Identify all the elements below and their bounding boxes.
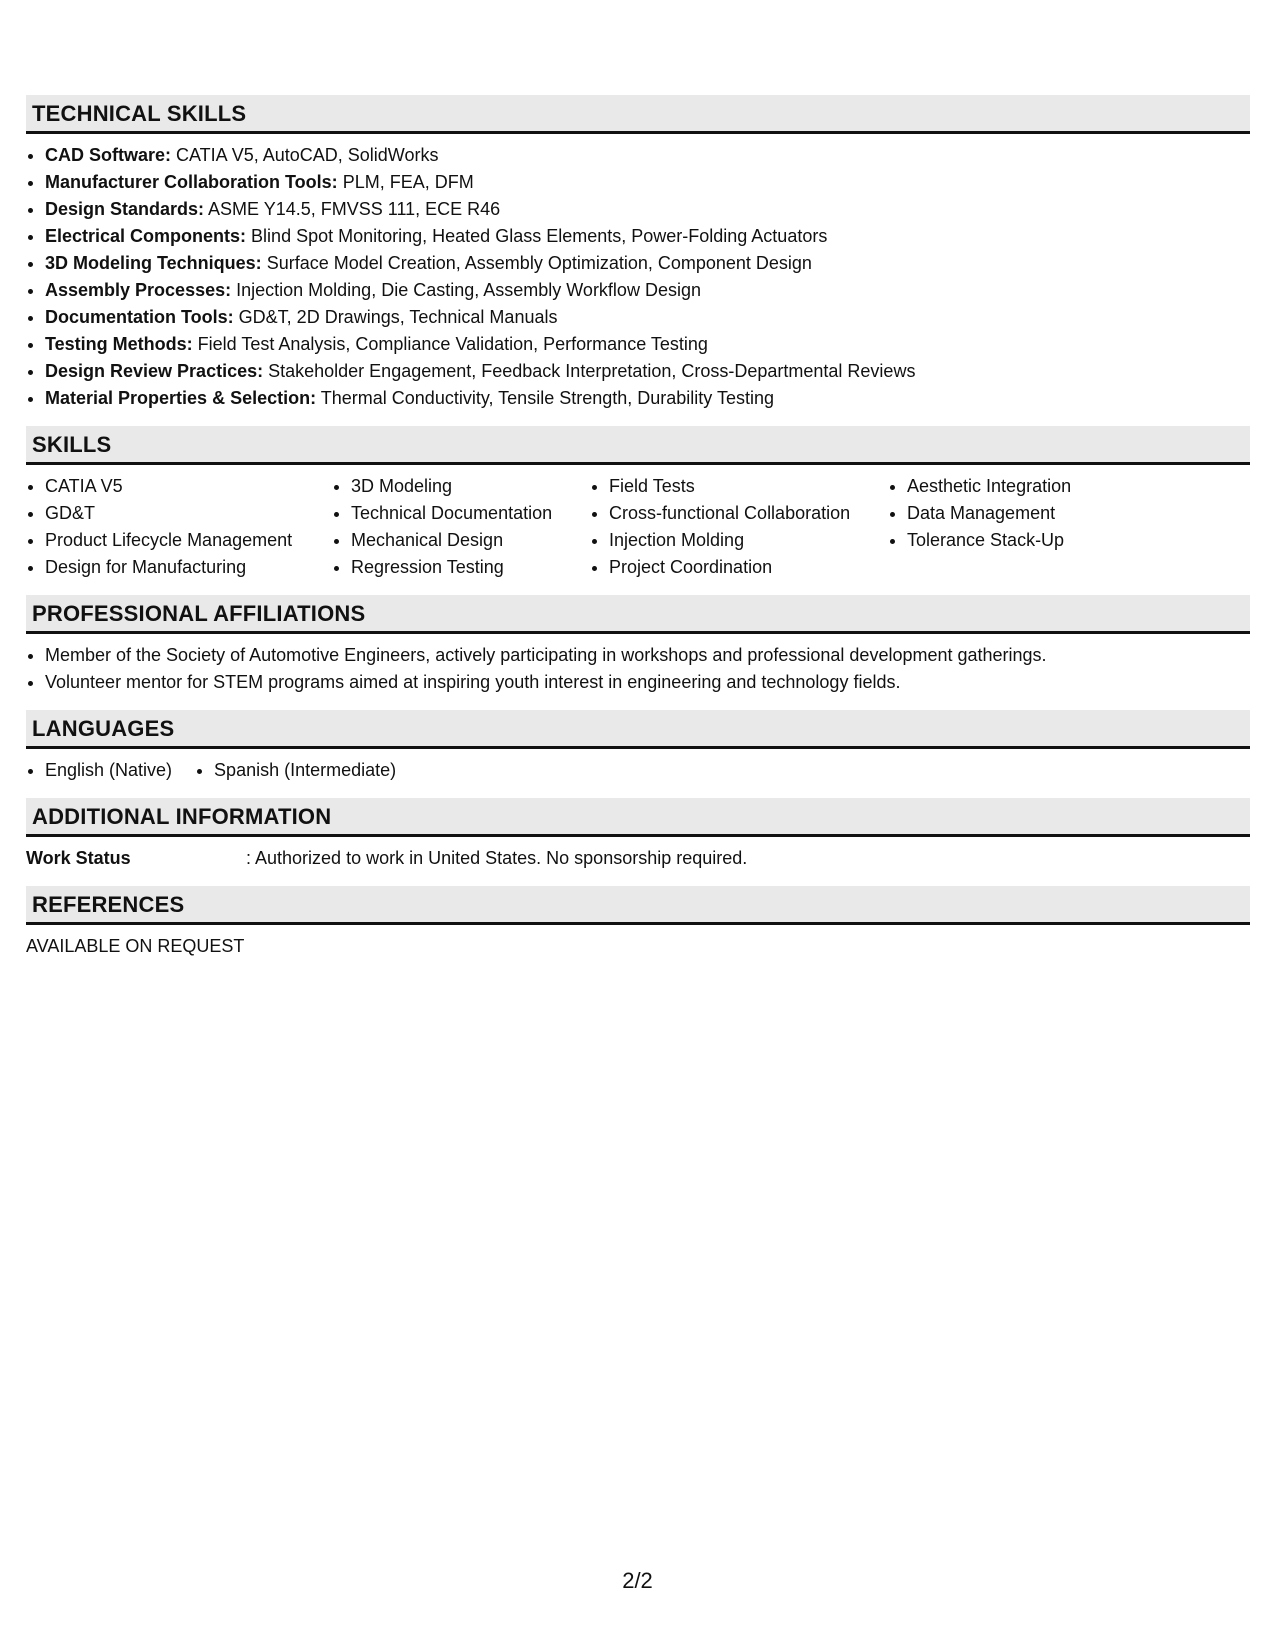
skill-item: • Cross-functional Collaboration bbox=[609, 500, 888, 527]
work-status-row bbox=[26, 845, 1250, 872]
list-item bbox=[45, 331, 1250, 358]
list-item bbox=[45, 304, 1250, 331]
work-status-label: Work Status bbox=[26, 848, 131, 868]
skills-section bbox=[26, 426, 1250, 581]
resume-page bbox=[26, 95, 1250, 974]
technical-skills-list bbox=[26, 142, 1250, 412]
languages-section bbox=[26, 710, 1250, 784]
references-section bbox=[26, 886, 1250, 960]
item-value: Surface Model Creation, Assembly Optimization, Component Design bbox=[261, 253, 812, 273]
list-item bbox=[45, 385, 1250, 412]
item-label: CAD Software: bbox=[45, 145, 172, 165]
item-label: Manufacturer Collaboration Tools: bbox=[45, 172, 338, 192]
languages-list bbox=[26, 757, 1250, 784]
section-title: TECHNICAL SKILLS bbox=[26, 95, 1250, 134]
item-label: 3D Modeling Techniques: bbox=[45, 253, 262, 273]
section-title: LANGUAGES bbox=[26, 710, 1250, 749]
skills-columns bbox=[26, 473, 1250, 581]
skill-item: • Product Lifecycle Management bbox=[45, 527, 332, 554]
work-status-value: : Authorized to work in United States. No sponsorship required. bbox=[246, 848, 748, 868]
list-item bbox=[45, 223, 1250, 250]
skills-column bbox=[888, 473, 1188, 581]
item-value: Injection Molding, Die Casting, Assembly Workflow Design bbox=[231, 280, 701, 300]
affiliations-list bbox=[26, 642, 1250, 696]
skill-item: • Injection Molding bbox=[609, 527, 888, 554]
page-number: 2/2 bbox=[622, 1568, 653, 1593]
language-item: • English (Native) bbox=[45, 757, 172, 784]
list-item bbox=[45, 169, 1250, 196]
item-label: Assembly Processes: bbox=[45, 280, 232, 300]
item-label: Testing Methods: bbox=[45, 334, 193, 354]
skills-column bbox=[332, 473, 590, 581]
skill-item: • Regression Testing bbox=[351, 554, 590, 581]
item-label: Material Properties & Selection: bbox=[45, 388, 317, 408]
skill-item: • CATIA V5 bbox=[45, 473, 332, 500]
references-text: AVAILABLE ON REQUEST bbox=[26, 936, 245, 956]
list-item: • Volunteer mentor for STEM programs aimed at inspiring youth interest in engineering and technology fields. bbox=[45, 669, 1250, 696]
skill-item: • Data Management bbox=[907, 500, 1188, 527]
skill-item: • Technical Documentation bbox=[351, 500, 590, 527]
skills-column bbox=[590, 473, 888, 581]
skill-item: • Tolerance Stack-Up bbox=[907, 527, 1188, 554]
item-label: Documentation Tools: bbox=[45, 307, 234, 327]
list-item bbox=[45, 250, 1250, 277]
language-item: • Spanish (Intermediate) bbox=[214, 757, 396, 784]
skill-item: • 3D Modeling bbox=[351, 473, 590, 500]
item-value: PLM, FEA, DFM bbox=[337, 172, 474, 192]
item-value: Field Test Analysis, Compliance Validation, Performance Testing bbox=[192, 334, 708, 354]
item-value: ASME Y14.5, FMVSS 111, ECE R46 bbox=[204, 199, 501, 219]
list-item bbox=[45, 358, 1250, 385]
section-title: PROFESSIONAL AFFILIATIONS bbox=[26, 595, 1250, 634]
item-value: GD&T, 2D Drawings, Technical Manuals bbox=[233, 307, 558, 327]
item-label: Design Review Practices: bbox=[45, 361, 264, 381]
skill-item: • Aesthetic Integration bbox=[907, 473, 1188, 500]
technical-skills-section bbox=[26, 95, 1250, 412]
list-item bbox=[45, 277, 1250, 304]
skill-item: • Design for Manufacturing bbox=[45, 554, 332, 581]
section-title: REFERENCES bbox=[26, 886, 1250, 925]
item-value: Stakeholder Engagement, Feedback Interpretation, Cross-Departmental Reviews bbox=[263, 361, 916, 381]
list-item bbox=[45, 196, 1250, 223]
item-label: Design Standards: bbox=[45, 199, 205, 219]
additional-information-section bbox=[26, 798, 1250, 872]
item-value: Thermal Conductivity, Tensile Strength, Durability Testing bbox=[316, 388, 774, 408]
section-title: ADDITIONAL INFORMATION bbox=[26, 798, 1250, 837]
list-item: • Member of the Society of Automotive Engineers, actively participating in workshops and professional development gatherings. bbox=[45, 642, 1250, 669]
skill-item: • GD&T bbox=[45, 500, 332, 527]
item-label: Electrical Components: bbox=[45, 226, 247, 246]
item-value: CATIA V5, AutoCAD, SolidWorks bbox=[171, 145, 439, 165]
skill-item: • Project Coordination bbox=[609, 554, 888, 581]
skill-item: • Mechanical Design bbox=[351, 527, 590, 554]
skills-column bbox=[26, 473, 332, 581]
affiliations-section bbox=[26, 595, 1250, 696]
item-value: Blind Spot Monitoring, Heated Glass Elements, Power-Folding Actuators bbox=[246, 226, 828, 246]
section-title: SKILLS bbox=[26, 426, 1250, 465]
skill-item: • Field Tests bbox=[609, 473, 888, 500]
list-item bbox=[45, 142, 1250, 169]
